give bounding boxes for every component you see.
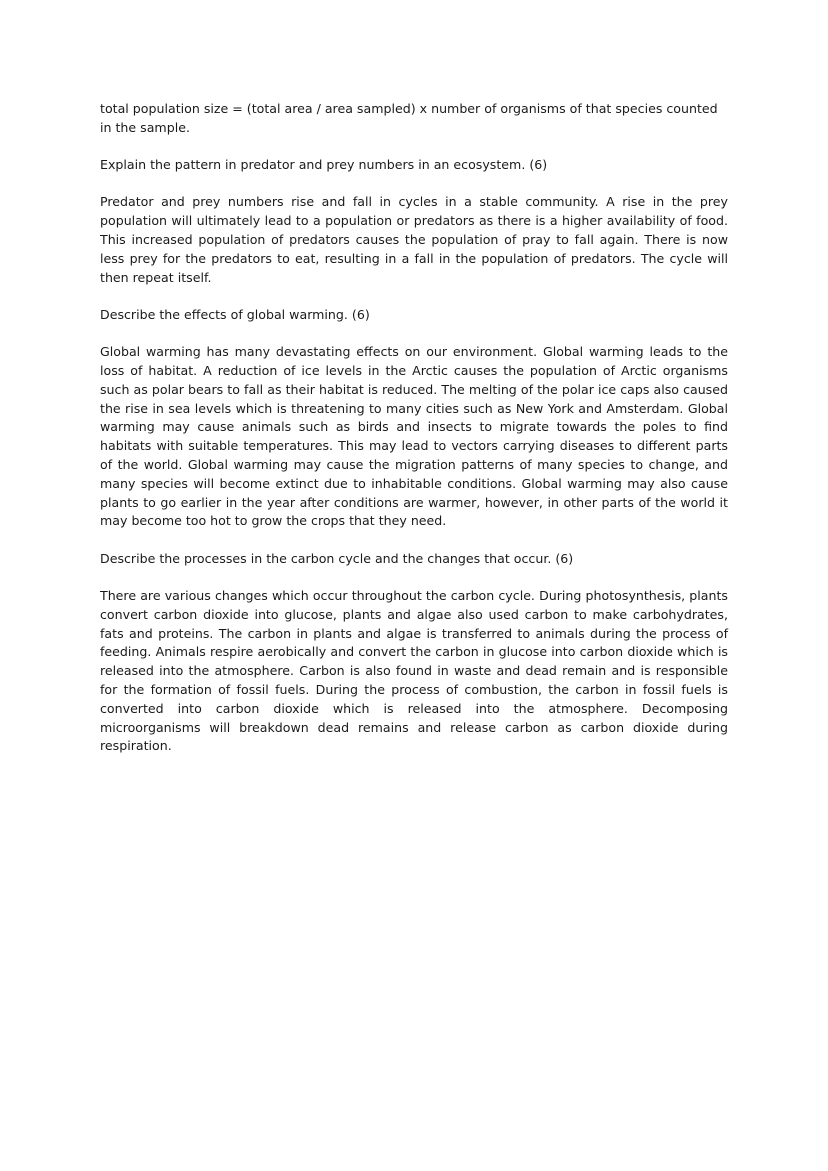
population-formula-text: total population size = (total area / area sampled) x number of organisms of that species counted in the sample. (100, 101, 718, 135)
document-page (100, 100, 728, 775)
question-global-warming: Describe the effects of global warming. (6) (100, 306, 370, 322)
answer-predator-prey: Predator and prey numbers rise and fall in cycles in a stable community. A rise in the prey population will ultimately lead to a population or predators as there is a higher availability of food. This increased population of predators causes the population of pray to fall again. There is now less prey for the predators to eat, resulting in a fall in the population of predators. The cycle will then repeat itself. (100, 194, 728, 285)
answer-carbon-cycle: There are various changes which occur throughout the carbon cycle. During photosynthesis, plants convert carbon dioxide into glucose, plants and algae also used carbon to make carbohydrates, fats and proteins. The carbon in plants and algae is transferred to animals during the process of feeding. Animals respire aerobically and convert the carbon in glucose into carbon dioxide which is released into the atmosphere. Carbon is also found in waste and dead remain and is responsible for the formation of fossil fuels. During the process of combustion, the carbon in fossil fuels is converted into carbon dioxide which is released into the atmosphere. Decomposing microorganisms will breakdown dead remains and release carbon as carbon dioxide during respiration. (100, 587, 728, 754)
question-predator-prey: Explain the pattern in predator and prey numbers in an ecosystem. (6) (100, 157, 548, 173)
answer-global-warming: Global warming has many devastating effects on our environment. Global warming leads to the loss of habitat. A reduction of ice levels in the Arctic causes the population of Arctic organisms such as polar bears to fall as their habitat is reduced. The melting of the polar ice caps also caused the rise in sea levels which is threatening to many cities such as New York and Amsterdam. Global warming may cause animals such as birds and insects to migrate towards the poles to find habitats with suitable temperatures. This may lead to vectors carrying diseases to different parts of the world. Global warming may cause the migration patterns of many species to change, and many species will become extinct due to inhabitable conditions. Global warming may also cause plants to go earlier in the year after conditions are warmer, however, in other parts of the world it may become too hot to grow the crops that they need. (100, 344, 728, 529)
question-carbon-cycle: Describe the processes in the carbon cycle and the changes that occur. (6) (100, 550, 574, 566)
